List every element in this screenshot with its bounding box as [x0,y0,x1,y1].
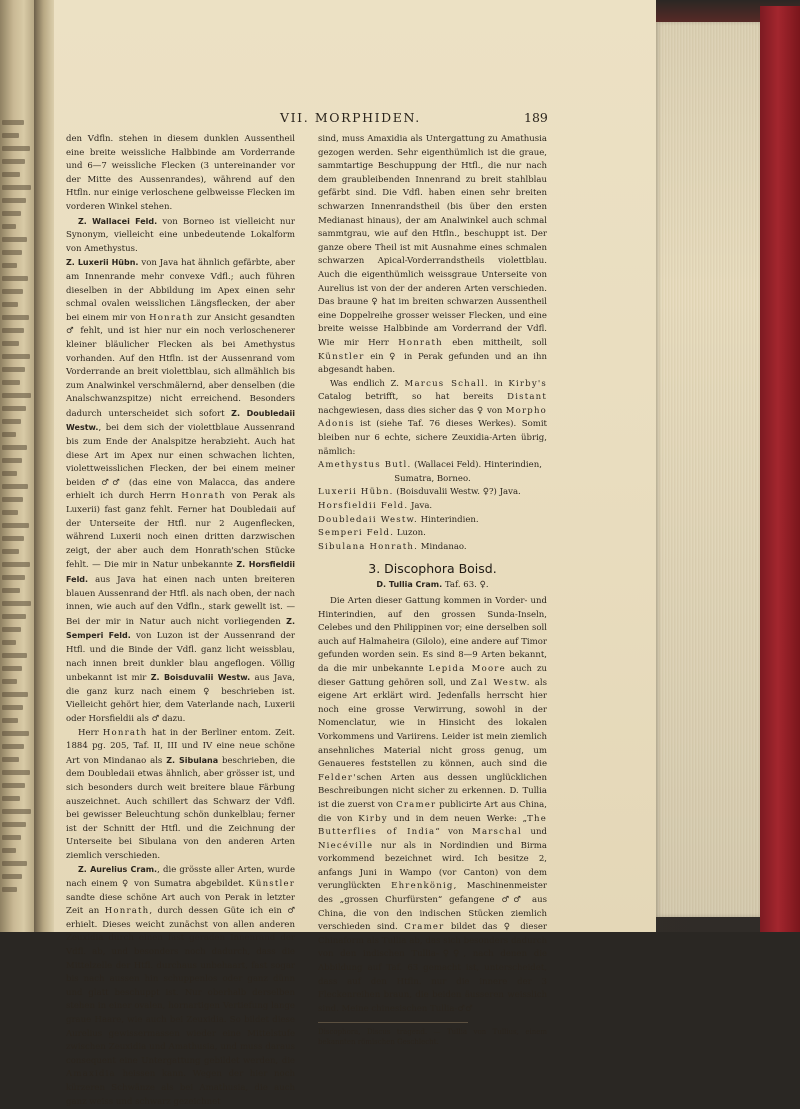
paragraph [66,727,295,864]
previous-page-text-fragment [2,237,27,242]
previous-page-text-fragment [2,809,31,814]
species-list-note: (Wallacei Feld). [411,460,482,471]
previous-page-text-fragment [2,341,19,346]
species-list-name: Semperi Feld. [318,528,395,539]
previous-page-text-fragment [2,198,26,203]
previous-page-text-fragment [2,549,19,554]
spaced-name: Kirby's [508,378,547,389]
previous-page-text-fragment [2,380,20,385]
previous-page-text-fragment [2,133,19,138]
text-run: den Vdfln. stehen in diesem dunklen Aussentheil eine breite weissliche Halbbinde am Vorderrande und 6—7 weissliche Flecken (3 untereinander vor der Mitte des Aussenrandes), während auf den Htfln. nur einige verloschene gelbweisse Flecken im vorderen Winkel stehen. [66,134,295,212]
previous-page-text-fragment [2,744,24,749]
previous-page-text-fragment [2,302,18,307]
previous-page-text-fragment [2,822,26,827]
spaced-name: Distant [507,392,547,403]
previous-page-text-fragment [2,770,30,775]
species-name: Z. Horsfieldii Feld. [66,560,295,584]
previous-page-text-fragment [2,393,31,398]
previous-page-text-fragment [2,627,21,632]
spaced-name: Marcus Schall. [404,378,489,389]
spaced-name: Felder' [318,772,357,783]
text-run: auch zu dieser Gattung gehören soll, und [318,663,548,688]
text-run: zur Ansicht gesandten ♂ fehlt, und ist hier nur ein noch verloschenerer kleiner bläulicher Flecken als bei Amethystus vorhanden. Auf den Htfln. ist der Aussenrand vom Vorderrande an breit violettblau, sich allmählich bis zum Analwinkel verschmälernd, aber denselben (die Analschwanzspitze) nicht erreichend. Besonders dadurch unterscheidet sich sofort [66,312,295,419]
previous-page-text-fragment [2,250,22,255]
text-run: aus Java, die ganz kurz nach einem ♀ beschrieben ist. Vielleicht gehört hier, dem Vaterlande nach, Luxerii oder Horsfieldii als ♂ dazu. [66,673,295,724]
previous-page-text-fragment [2,367,25,372]
previous-page-text-fragment [2,640,16,645]
previous-page-text-fragment [2,289,23,294]
text-run: , bei dem sich der violettblaue Aussenrand bis zum Ende der Analspitze herabzieht. Auch hat diese Art im Apex nur einen schwachen lichten, violettweisslichen Flecken, der bei einem meiner beiden ♂♂ (das eine von Malacca, das andere erhielt ich durch Herrn [66,423,295,502]
spaced-name: Niecéville [318,840,374,851]
previous-page-text-fragment [2,120,24,125]
previous-page-text-fragment [2,276,28,281]
previous-page-text-fragment [2,666,22,671]
previous-page-text-fragment [2,757,19,762]
previous-page-text-fragment [2,484,28,489]
paragraph [318,378,547,460]
page-block-shade [656,22,760,917]
previous-page-text-fragment [2,185,31,190]
text-run: als eigene Art erklärt wird. Jedenfalls herrscht hier noch eine grosse Verwirrung, sowohl in der Nomenclatur, wie in Hinsicht des lokalen Vorkommens und Variirens. Leider ist mein ziemlich ansehnliches Material nicht gross genug, um Genaueres feststellen zu können, auch sind die [318,677,547,770]
species-name: Z. Wallacei Feld. [78,216,158,226]
text-run: bildet das ♀ dieser Chinaform als Tullia ab, das sich besonders dadurch von den indischen Tullia-♀♀, nach denen die Abbildung auf Taf. 63 gemacht ist, unterscheidet, dass auf den Htfln. nur die innere der 3 Fleckenreihen braun, die beiden äusseren weisslich sind. Meine chinesischen Tullia-♂♂ [318,922,547,1014]
text-run: von Perak als Luxerii) fast ganz fehlt. Ferner hat Doubledaii auf der Unterseite der Htfl. nur 2 Augenflecken, während Luxerii noch einen dritten darzwischen zeigt, der aber auch dem Honrath'schen Stücke fehlt. — Die mir in Natur unbekannte [66,491,295,571]
previous-page-text-fragment [2,653,27,658]
text-run: Was endlich Z. [330,378,405,389]
spaced-name: Künstler [318,351,365,362]
text-run: , die grösste aller Arten, wurde nach einem ♀ von Sumatra abgebildet. [66,865,295,890]
text-run: ist (siehe Taf. 76 dieses Werkes). Somit bleiben nur 6 echte, sichere Zeuxidia-Arten übrig, nämlich: [318,419,547,457]
species-list-continuation: Sumatra, Borneo. [394,473,471,484]
text-run: hat in der Berliner entom. Zeit. 1884 pg. 205, Taf. II, III und IV eine neue schöne Art von Mindanao als [66,727,295,766]
species-list-name: Horsfieldii Feld. [318,501,409,512]
text-run: nachgewiesen, dass dies sicher das ♀ von [318,405,506,416]
species-name: Z. Sibulana [166,755,219,765]
previous-page-text-fragment [2,315,29,320]
paragraph [66,863,295,1109]
text-run: , Maschinenmeister des „grossen Churfürsten“ gefangene ♂♂ aus China, die von den indischen Stücken ziemlich verschieden sind. [318,881,547,933]
spaced-name: Honrath [398,337,443,348]
previous-page-text-fragment [2,458,22,463]
previous-page-text-fragment [2,861,27,866]
spaced-name: Amaxidia [66,1069,116,1080]
previous-page-text-fragment [2,874,22,879]
spaced-name: Honrath [181,491,226,502]
spaced-name: Kirby [358,813,388,824]
previous-page-edge [0,0,34,932]
previous-page-text-fragment [2,796,20,801]
species-list-item [318,486,547,500]
right-column-top-text [318,133,547,459]
spaced-name: Lepida Moore [428,663,506,674]
text-run: sandte diese schöne Art auch von Perak in letzter Zeit an [66,892,295,917]
text-run: von Java hat ähnlich gefärbte, aber am Innenrande mehr convexe Vdfl.; auch führen dieselben in der Abbildung im Apex einen sehr schmal ovalen weisslichen Längsflecken, der aber bei einem mir von [66,258,295,323]
paragraph [66,215,295,257]
species-list-name: Amethystus Butl. [318,460,412,471]
species-list-name: Sibulana Honrath. [318,541,419,552]
previous-page-text-fragment [2,588,20,593]
text-run: und [522,827,547,838]
text-run: Die Arten dieser Gattung kommen in Vorder- und Hinterindien, auf den grossen Sunda-Inseln, Celebes und den Philippinen vor; eine derselben soll auch auf Halmaheira (Gilolo), eine andere auf Timor gefunden worden sein. Es sind 8—9 Arten bekannt, da die mir unbekannte [318,596,547,674]
section-heading: 3. Discophora Boisd. [368,561,497,577]
species-list-name: Doubledaii Westw. [318,514,418,525]
text-run: heissen kann. Wegen der hier noch kürzeren Schwänze als bei Amathusia, die auch ganz weiss und schwarz gezeichnet [66,1069,295,1107]
text-run: publicirte Art aus China, die von [318,799,547,824]
spaced-name: Cramer [404,922,445,933]
previous-page-text-fragment [2,848,16,853]
species-list-item [318,527,547,541]
previous-page-text-fragment [2,172,20,177]
species-list-place: Hinterindien. [417,514,479,525]
spaced-name: Ehrenkönig [391,881,454,892]
previous-page-text-fragment [2,692,28,697]
text-run: Herr [78,727,103,738]
previous-page-text-fragment [2,146,30,151]
species-list [318,459,547,554]
text-run: von Luzon ist der Aussenrand der Htfl. und die Binde der Vdfl. ganz licht weissblau, nach innen breit dunkler blau angeflogen. Völlig unbekannt ist mir [66,631,295,684]
species-name: Z. Aurelius Cram. [78,865,158,875]
species-list-place: Hinterindien, [481,460,542,471]
spaced-name: The Butterflies of India [318,813,547,838]
previous-page-text-fragment [2,419,21,424]
previous-page-text-fragment [2,783,25,788]
text-run: und in dem neuen Werke: „ [387,813,528,824]
spaced-name: Marschal [472,827,523,838]
previous-page-text-fragment [2,614,26,619]
text-run: ein ♀ in Perak gefunden und an ihn abgesandt haben. [318,351,547,376]
book-gutter [34,0,56,932]
species-name: Z. Boisduvalii Westw. [150,673,251,683]
text-run: beschrieben, die dem Doubledaii etwas ähnlich, aber grösser ist, und sich besonders durch weit breitere blaue Färbung auszeichnet. Auch schillert das Schwarz der Vdfl. bei gewisser Beleuchtung schön dunkelblau; ferner ist der Schnitt der Htfl. und die Zeichnung der Unterseite bei Sibulana von den anderen Arten ziemlich verschieden. [66,755,296,861]
text-run: nur als in Nordindien und Birma vorkommend bezeichnet wird. Ich besitze 2, anfangs Juni in Wampo (vor Canton) von dem verunglückten [318,840,547,892]
text-run: sind, muss Amaxidia als Untergattung zu Amathusia gezogen werden. Sehr eigenthümlich ist die graue, sammtartige Beschuppung der Htfl., die nur nach dem graubleibenden Innenrand zu breit stahlblau gefärbt sind. Die Vdfl. haben einen sehr breiten schwarzen Innenrandstheil (bis über den ersten Medianast hinaus), der am Analwinkel auch schmal sammtgrau, wie auf den Htfln., beschuppt ist. Der ganze obere Theil ist mit Ausnahme eines schmalen schwarzen Apical-Vorderrandstheils violettblau. Auch die eigenthümlich weissgraue Unterseite von Aurelius ist von der der anderen Arten verschieden. Das braune ♀ hat im breiten schwarzen Aussentheil eine Doppelreihe grosser weisser Flecken, und eine breite weisse Halbbinde am Vorderrand der Vdfl. Wie mir Herr [318,134,547,348]
previous-page-text-fragment [2,263,17,268]
previous-page-text-fragment [2,575,25,580]
paragraph [318,133,547,378]
running-head-title: VII. MORPHIDEN. [280,110,421,125]
previous-page-text-fragment [2,224,16,229]
species-list-name: Luxerii Hübn. [318,487,394,498]
page-number: 189 [524,110,548,125]
previous-page-text-fragment [2,328,24,333]
previous-page-text-fragment [2,679,17,684]
spaced-name: Cramer [396,799,437,810]
species-heading [318,578,547,593]
previous-page-text-fragment [2,835,21,840]
previous-page-text-fragment [2,406,26,411]
previous-page-text-fragment [2,497,23,502]
spaced-name: Honrath [149,312,194,323]
left-column [66,133,295,1109]
previous-page-text-fragment [2,731,29,736]
spaced-name: Zal Westw. [470,677,531,688]
text-run: eben mittheilt, soll [442,337,547,348]
paragraph [66,133,295,215]
species-list-item [318,514,547,528]
previous-page-text-fragment [2,510,18,515]
text-run: in [488,378,509,389]
footnote: Discophora, Discus tragend. — Tullia von Tullius, einem bekannten römischen Geschlecht. [318,1028,547,1047]
species-heading-name: D. Tullia Cram. [376,580,443,590]
text-run: schen Arten aus dessen unglücklichen Beschreibungen nicht sicher zu erkennen. D. Tullia ist die zuerst von [318,772,547,810]
footnote-rule [318,1022,468,1023]
species-list-place: Java. [408,501,433,512]
species-list-item [318,500,547,514]
species-list-place: Luzon. [394,528,426,539]
previous-page-text-fragment [2,705,23,710]
previous-page-text-fragment [2,601,31,606]
species-list-note: (Boisduvalii Westw. ♀?) [393,487,497,498]
previous-page-text-fragment [2,159,25,164]
previous-page-text-fragment [2,718,18,723]
spaced-name: Morpho Adonis [318,405,547,430]
spaced-name: Honrath [104,906,150,917]
text-run: von Borneo ist vielleicht nur Synonym, vielleicht eine unbedeutende Lokalform von Amethystus. [66,216,295,254]
right-column-bottom-text [318,595,547,1016]
previous-page-text-fragment [2,471,17,476]
species-list-place: Java. [496,487,521,498]
text-run: “ von [435,827,473,838]
previous-page-text-fragment [2,523,29,528]
previous-page-text-fragment [2,536,24,541]
text-run: aus Java hat einen nach unten breiteren blauen Aussenrand der Htfl. als nach oben, der nach innen, wie auch auf den Vdfln., stark gewellt ist. — Bei der mir in Natur auch nicht vorliegenden [66,575,295,627]
right-column [318,133,547,1047]
running-head [54,110,656,130]
previous-page-text-fragment [2,432,16,437]
previous-page-text-fragment [2,445,27,450]
paragraph [318,595,547,1016]
paragraph [66,256,295,726]
previous-page-text-fragment [2,562,30,567]
text-run: Catalog betrifft, so hat bereits [318,392,508,403]
species-list-item [318,459,547,473]
previous-page-text-fragment [2,211,21,216]
previous-page-text-fragment [2,354,30,359]
spaced-name: Honrath [102,727,148,738]
species-heading-ref: Taf. 63. ♀. [444,580,489,591]
spaced-name: Künstler [248,879,295,890]
species-name: Z. Semperi Feld. [66,616,295,641]
red-book-cover [760,6,800,932]
previous-page-text-fragment [2,887,17,892]
species-list-item [318,541,547,555]
species-name: Z. Doubledaii Westw. [66,408,295,433]
species-name: Z. Luxerii Hübn. [66,258,139,268]
species-list-place: Mindanao. [418,541,467,552]
text-run: , durch dessen Güte ich ein ♂ erhielt. Dieses weicht zunächst von allen anderen Zeuxidia durch einen fast geraden Innenrand der Vdfl. ab, und besonders noch dadurch, dass die Mittelzelle der Htfl. durchaus unbehaart, fast sogar bis nach aussen hin schuppenlos oder ganz dünn und glatt beschuppt ist. Nur oberhalb derselben stehen in einer ovalen, hornartigen Vertiefung lange graue Haare, wie auch bei Zeuxidia. So bildet diese Aurelius gewissermassen wieder eine Mittelstufe zwischen Zeuxidia und Amathusia, und muss daraus consequent eine Untergattung gebildet werden, die [66,906,295,1066]
